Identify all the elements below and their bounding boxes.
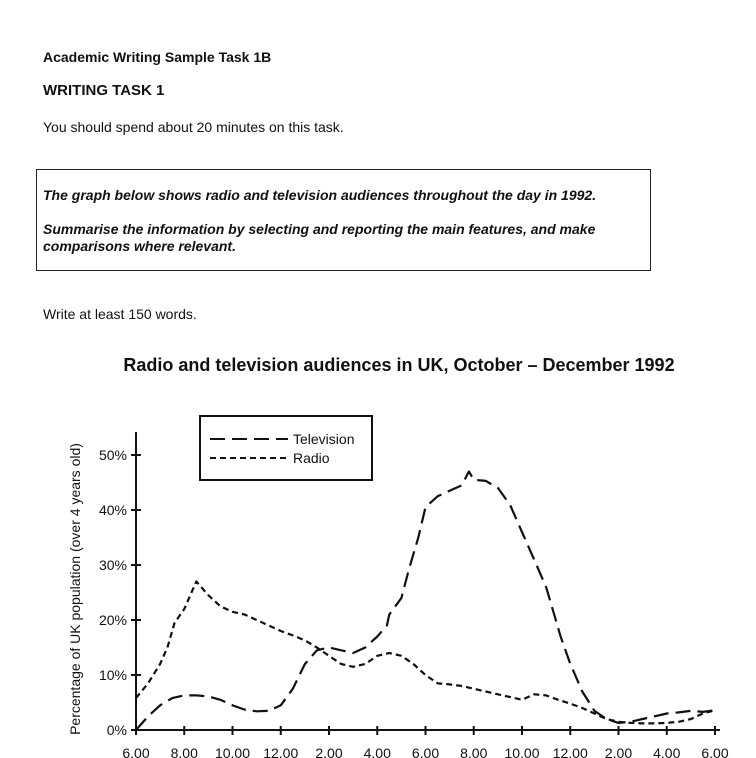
x-tick-label: 8.00 <box>460 745 488 758</box>
x-tick-label: 12.00 <box>552 745 588 758</box>
prompt-description: The graph below shows radio and television audiences throughout the day in 1992. <box>43 187 597 203</box>
chart-legend <box>200 416 372 480</box>
x-tick-label: 2.00 <box>604 745 633 758</box>
x-tick-label: 6.00 <box>701 745 729 758</box>
x-tick-label: 4.00 <box>363 745 391 758</box>
prompt-instruction: Summarise the information by selecting and reporting the main features, and make comparisons where relevant. <box>43 221 596 254</box>
legend-label-television: Television <box>293 431 355 447</box>
y-tick-label: 50% <box>98 447 127 463</box>
time-instruction: You should spend about 20 minutes on this task. <box>43 119 344 135</box>
x-tick-label: 4.00 <box>653 745 681 758</box>
x-tick-label: 6.00 <box>411 745 440 758</box>
series-line-television <box>136 472 715 731</box>
legend-box <box>200 416 372 480</box>
line-chart <box>0 380 756 758</box>
y-tick-label: 0% <box>106 722 127 738</box>
legend-label-radio: Radio <box>293 450 330 466</box>
y-tick-label: 30% <box>98 557 127 573</box>
x-tick-label: 10.00 <box>504 745 540 758</box>
y-tick-label: 10% <box>98 667 127 683</box>
chart-title: Radio and television audiences in UK, October – December 1992 <box>123 355 675 375</box>
x-tick-label: 6.00 <box>122 745 150 758</box>
y-axis-label: Percentage of UK population (over 4 years old) <box>67 443 83 735</box>
y-tick-label: 40% <box>98 502 127 518</box>
x-tick-label: 12.00 <box>263 745 299 758</box>
x-tick-label: 2.00 <box>315 745 343 758</box>
x-tick-label: 8.00 <box>170 745 198 758</box>
task-title: WRITING TASK 1 <box>43 82 165 99</box>
task-prompt-box <box>36 169 651 271</box>
chart-ticks <box>99 447 729 758</box>
chart-series <box>136 472 715 731</box>
document-subtitle: Academic Writing Sample Task 1B <box>43 49 272 65</box>
word-count-instruction: Write at least 150 words. <box>43 306 197 322</box>
x-tick-label: 10.00 <box>214 745 251 758</box>
y-tick-label: 20% <box>98 612 127 628</box>
